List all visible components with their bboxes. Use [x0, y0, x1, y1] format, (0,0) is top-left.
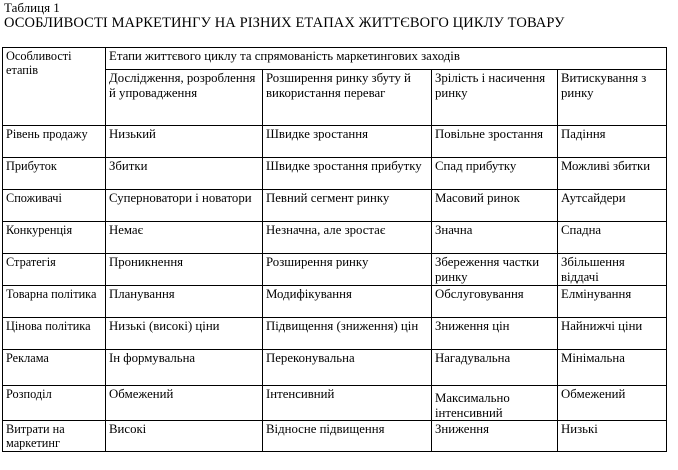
- table-cell: Падіння: [558, 126, 667, 158]
- table-cell: Певний сегмент ринку: [263, 190, 432, 222]
- table-cell: Ін формувальна: [106, 350, 263, 386]
- table-cell: Відносне підвищення: [263, 421, 432, 452]
- group-header-cell: Етапи життєвого циклу та спрямованість маркетингових заходів: [106, 48, 667, 70]
- table-cell: Збереження частки ринку: [432, 254, 558, 286]
- table-cell: Модифікування: [263, 286, 432, 318]
- table-row: [3, 350, 667, 386]
- table-cell: Низький: [106, 126, 263, 158]
- row-label-cell: Стратегія: [3, 254, 106, 286]
- lifecycle-table: [2, 47, 667, 452]
- table-cell: Переконувальна: [263, 350, 432, 386]
- row-label-cell: Витрати на маркетинг: [3, 421, 106, 452]
- table-header-row: [3, 48, 667, 70]
- table-cell: Немає: [106, 222, 263, 254]
- table-cell: Аутсайдери: [558, 190, 667, 222]
- table-cell: Масовий ринок: [432, 190, 558, 222]
- row-label-cell: Розподіл: [3, 386, 106, 421]
- table-cell: Низькі (високі) ціни: [106, 318, 263, 350]
- table-cell: Повільне зростання: [432, 126, 558, 158]
- stage-header-cell: Розширення ринку збуту й використання переваг: [263, 70, 432, 126]
- table-row: [3, 286, 667, 318]
- table-cell: Зниження цін: [432, 318, 558, 350]
- table-cell: Можливі збитки: [558, 158, 667, 190]
- table-row: [3, 126, 667, 158]
- table-cell: Збільшення віддачі: [558, 254, 667, 286]
- row-label-cell: Споживачі: [3, 190, 106, 222]
- row-label-cell: Рівень продажу: [3, 126, 106, 158]
- stage-header-cell: Зрілість і насичення ринку: [432, 70, 558, 126]
- table-cell: Значна: [432, 222, 558, 254]
- row-label-cell: Цінова політика: [3, 318, 106, 350]
- table-cell: Спадна: [558, 222, 667, 254]
- table-cell: Зниження: [432, 421, 558, 452]
- table-row: [3, 386, 667, 421]
- table-title: ОСОБЛИВОСТІ МАРКЕТИНГУ НА РІЗНИХ ЕТАПАХ ЖИТТЄВОГО ЦИКЛУ ТОВАРУ: [4, 15, 565, 31]
- table-cell: Елмінування: [558, 286, 667, 318]
- stage-header-cell: Витискування з ринку: [558, 70, 667, 126]
- row-label-cell: Прибуток: [3, 158, 106, 190]
- table-cell: Інтенсивний: [263, 386, 432, 421]
- stage-header-cell: Дослідження, розроблення й упровадження: [106, 70, 263, 126]
- row-label-cell: Реклама: [3, 350, 106, 386]
- table-row: [3, 190, 667, 222]
- table-cell: Проникнення: [106, 254, 263, 286]
- table-cell: Обслуговування: [432, 286, 558, 318]
- table-cell: Максимально інтенсивний: [432, 386, 558, 421]
- table-cell: Низькі: [558, 421, 667, 452]
- table-cell: Збитки: [106, 158, 263, 190]
- table-caption: Таблиця 1: [4, 0, 60, 15]
- table-row: [3, 254, 667, 286]
- table-cell: Обмежений: [558, 386, 667, 421]
- table-cell: Швидке зростання: [263, 126, 432, 158]
- table-row: [3, 421, 667, 452]
- table-cell: Незначна, але зростає: [263, 222, 432, 254]
- table-cell: Розширення ринку: [263, 254, 432, 286]
- table-cell: Найнижчі ціни: [558, 318, 667, 350]
- table-cell: Суперноватори і новатори: [106, 190, 263, 222]
- table-row: [3, 158, 667, 190]
- table-cell: Високі: [106, 421, 263, 452]
- table-cell: Швидке зростання прибутку: [263, 158, 432, 190]
- row-label-cell: Товарна політика: [3, 286, 106, 318]
- table-row: [3, 318, 667, 350]
- corner-header-cell: Особливості етапів: [3, 48, 106, 126]
- row-label-cell: Конкуренція: [3, 222, 106, 254]
- table-row: [3, 222, 667, 254]
- table-cell: Нагадувальна: [432, 350, 558, 386]
- table-cell: Спад прибутку: [432, 158, 558, 190]
- table-cell: Підвищення (зниження) цін: [263, 318, 432, 350]
- table-cell: Мінімальна: [558, 350, 667, 386]
- table-cell: Планування: [106, 286, 263, 318]
- table-cell: Обмежений: [106, 386, 263, 421]
